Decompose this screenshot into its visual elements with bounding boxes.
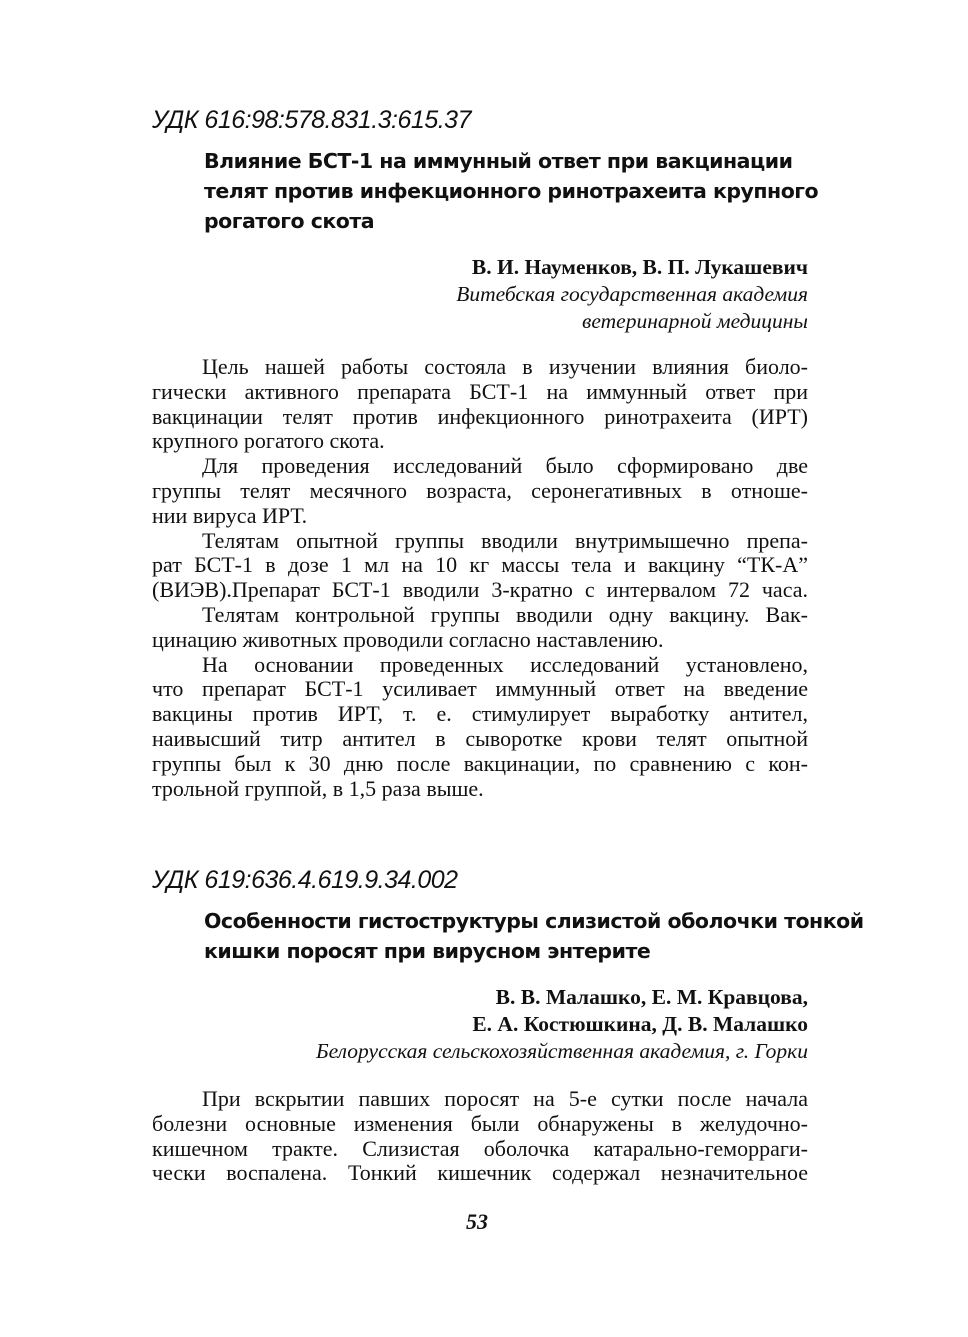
- body-line: На основании проведенных исследований установлено,: [202, 652, 808, 677]
- author-line: В. И. Науменков, В. П. Лукашевич: [471, 255, 808, 279]
- body-line: Цель нашей работы состояла в изучении влияния биоло-: [202, 355, 808, 379]
- article-1-udc: УДК 616:98:578.831.3:615.37: [152, 106, 471, 134]
- article-1-body: [152, 355, 808, 801]
- body-line: нии вируса ИРТ.: [152, 503, 308, 528]
- body-line: что препарат БСТ-1 усиливает иммунный ответ на введение: [152, 677, 808, 702]
- body-line: болезни основные изменения были обнаружены в желудочно-: [152, 1111, 808, 1136]
- article-2-body: [152, 1087, 808, 1186]
- page-number: 53: [466, 1209, 488, 1234]
- article-2-affiliation: [316, 1038, 808, 1065]
- body-line: При вскрытии павших поросят на 5-е сутки после начала: [202, 1087, 808, 1111]
- article-1-affiliation: [456, 281, 808, 335]
- body-line: наивысший титр антител в сыворотке крови телят опытной: [152, 726, 808, 751]
- body-line: группы был к 30 дню после вакцинации, по сравнению с кон-: [152, 751, 808, 776]
- body-line: вакцинации телят против инфекционного ринотрахеита (ИРТ): [152, 404, 808, 429]
- body-line: Телятам контрольной группы вводили одну вакцину. Вак-: [202, 602, 808, 627]
- body-line: вакцины против ИРТ, т. е. стимулирует выработку антител,: [152, 702, 808, 727]
- body-line: цинацию животных проводили согласно наставлению.: [152, 627, 664, 652]
- title-line: кишки поросят при вирусном энтерите: [204, 939, 651, 963]
- body-line: Телятам опытной группы вводили внутримышечно препа-: [202, 528, 808, 553]
- affiliation-line: Витебская государственная академия: [456, 282, 808, 306]
- body-line: гически активного препарата БСТ-1 на иммунный ответ при: [152, 379, 808, 404]
- author-line: Е. А. Костюшкина, Д. В. Малашко: [472, 1012, 808, 1036]
- article-2-udc: УДК 619:636.4.619.9.34.002: [152, 866, 458, 894]
- article-1-authors: [472, 254, 808, 281]
- body-line: крупного рогатого скота.: [152, 429, 385, 454]
- body-line: кишечном тракте. Слизистая оболочка катарально-геморраги-: [152, 1136, 808, 1161]
- title-line: рогатого скота: [204, 209, 375, 233]
- title-line: Влияние БСТ-1 на иммунный ответ при вакцинации: [204, 149, 793, 173]
- body-line: (ВИЭВ).Препарат БСТ-1 вводили 3-кратно с интервалом 72 часа.: [152, 578, 808, 603]
- author-line: В. В. Малашко, Е. М. Кравцова,: [495, 985, 808, 1009]
- article-2-title: [204, 906, 864, 966]
- body-line: трольной группой, в 1,5 раза выше.: [152, 776, 484, 801]
- title-line: телят против инфекционного ринотрахеита крупного: [204, 179, 819, 203]
- title-line: Особенности гистоструктуры слизистой оболочки тонкой: [204, 909, 864, 933]
- article-2-authors: [472, 984, 808, 1038]
- body-line: чески воспалена. Тонкий кишечник содержал незначительное: [152, 1161, 808, 1186]
- body-line: рат БСТ-1 в дозе 1 мл на 10 кг массы тела и вакцину “ТК-А”: [152, 553, 808, 578]
- body-line: Для проведения исследований было сформировано две: [202, 454, 808, 479]
- body-line: группы телят месячного возраста, серонегативных в отноше-: [152, 478, 808, 503]
- affiliation-line: Белорусская сельскохозяйственная академия, г. Горки: [315, 1039, 808, 1063]
- article-1-title: [204, 146, 824, 236]
- affiliation-line: ветеринарной медицины: [582, 309, 808, 333]
